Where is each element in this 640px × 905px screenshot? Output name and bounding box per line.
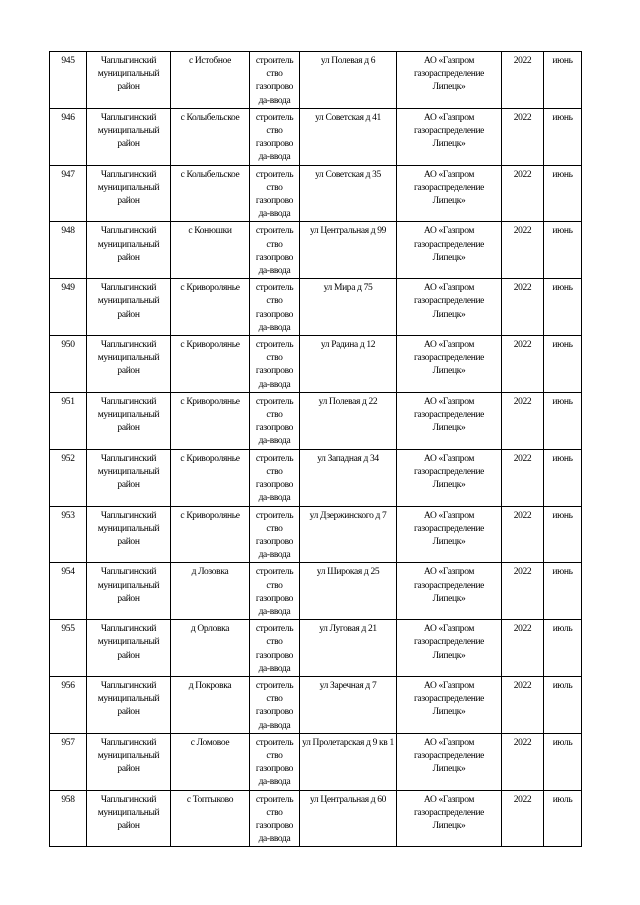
year-cell: 2022 <box>502 790 544 847</box>
address-cell: ул Советская д 41 <box>300 108 397 165</box>
year-cell: 2022 <box>502 336 544 393</box>
year-cell: 2022 <box>502 620 544 677</box>
organization-cell: АО «Газпром газораспределение Липецк» <box>397 620 502 677</box>
table-row <box>50 165 582 222</box>
row-number: 956 <box>50 676 87 733</box>
district-cell: Чаплыгинский муниципальный район <box>87 790 171 847</box>
organization-cell: АО «Газпром газораспределение Липецк» <box>397 52 502 109</box>
locality-cell: с Истобное <box>171 52 250 109</box>
locality-cell: с Ломовое <box>171 733 250 790</box>
year-cell: 2022 <box>502 108 544 165</box>
month-cell: июнь <box>544 279 582 336</box>
address-cell: ул Центральная д 60 <box>300 790 397 847</box>
district-cell: Чаплыгинский муниципальный район <box>87 108 171 165</box>
year-cell: 2022 <box>502 52 544 109</box>
district-cell: Чаплыгинский муниципальный район <box>87 563 171 620</box>
gas-connection-table <box>49 51 582 847</box>
district-cell: Чаплыгинский муниципальный район <box>87 449 171 506</box>
table-row <box>50 279 582 336</box>
row-number: 947 <box>50 165 87 222</box>
table-row <box>50 676 582 733</box>
organization-cell: АО «Газпром газораспределение Липецк» <box>397 449 502 506</box>
locality-cell: д Покровка <box>171 676 250 733</box>
month-cell: июнь <box>544 108 582 165</box>
month-cell: июнь <box>544 165 582 222</box>
month-cell: июль <box>544 733 582 790</box>
work-type-cell: строитель ство газопрово да-ввода <box>250 279 300 336</box>
month-cell: июль <box>544 790 582 847</box>
table-row <box>50 52 582 109</box>
address-cell: ул Мира д 75 <box>300 279 397 336</box>
year-cell: 2022 <box>502 222 544 279</box>
organization-cell: АО «Газпром газораспределение Липецк» <box>397 222 502 279</box>
table-row <box>50 449 582 506</box>
year-cell: 2022 <box>502 392 544 449</box>
address-cell: ул Западная д 34 <box>300 449 397 506</box>
address-cell: ул Пролетарская д 9 кв 1 <box>300 733 397 790</box>
month-cell: июль <box>544 620 582 677</box>
district-cell: Чаплыгинский муниципальный район <box>87 506 171 563</box>
month-cell: июнь <box>544 506 582 563</box>
district-cell: Чаплыгинский муниципальный район <box>87 279 171 336</box>
table-body <box>50 52 582 847</box>
organization-cell: АО «Газпром газораспределение Липецк» <box>397 506 502 563</box>
district-cell: Чаплыгинский муниципальный район <box>87 392 171 449</box>
year-cell: 2022 <box>502 733 544 790</box>
organization-cell: АО «Газпром газораспределение Липецк» <box>397 108 502 165</box>
locality-cell: с Топтыково <box>171 790 250 847</box>
row-number: 953 <box>50 506 87 563</box>
address-cell: ул Дзержинского д 7 <box>300 506 397 563</box>
district-cell: Чаплыгинский муниципальный район <box>87 165 171 222</box>
row-number: 957 <box>50 733 87 790</box>
district-cell: Чаплыгинский муниципальный район <box>87 676 171 733</box>
work-type-cell: строитель ство газопрово да-ввода <box>250 449 300 506</box>
district-cell: Чаплыгинский муниципальный район <box>87 620 171 677</box>
work-type-cell: строитель ство газопрово да-ввода <box>250 506 300 563</box>
year-cell: 2022 <box>502 506 544 563</box>
row-number: 951 <box>50 392 87 449</box>
month-cell: июль <box>544 676 582 733</box>
year-cell: 2022 <box>502 279 544 336</box>
month-cell: июнь <box>544 392 582 449</box>
locality-cell: с Колыбельское <box>171 108 250 165</box>
address-cell: ул Луговая д 21 <box>300 620 397 677</box>
district-cell: Чаплыгинский муниципальный район <box>87 336 171 393</box>
district-cell: Чаплыгинский муниципальный район <box>87 222 171 279</box>
row-number: 952 <box>50 449 87 506</box>
year-cell: 2022 <box>502 563 544 620</box>
address-cell: ул Широкая д 25 <box>300 563 397 620</box>
organization-cell: АО «Газпром газораспределение Липецк» <box>397 165 502 222</box>
locality-cell: с Конюшки <box>171 222 250 279</box>
locality-cell: с Криворолянье <box>171 392 250 449</box>
table-row <box>50 336 582 393</box>
month-cell: июнь <box>544 52 582 109</box>
locality-cell: д Орловка <box>171 620 250 677</box>
organization-cell: АО «Газпром газораспределение Липецк» <box>397 733 502 790</box>
year-cell: 2022 <box>502 676 544 733</box>
work-type-cell: строитель ство газопрово да-ввода <box>250 790 300 847</box>
work-type-cell: строитель ство газопрово да-ввода <box>250 52 300 109</box>
row-number: 950 <box>50 336 87 393</box>
address-cell: ул Радина д 12 <box>300 336 397 393</box>
year-cell: 2022 <box>502 449 544 506</box>
address-cell: ул Полевая д 6 <box>300 52 397 109</box>
address-cell: ул Советская д 35 <box>300 165 397 222</box>
district-cell: Чаплыгинский муниципальный район <box>87 733 171 790</box>
table-row <box>50 620 582 677</box>
locality-cell: с Криворолянье <box>171 279 250 336</box>
row-number: 946 <box>50 108 87 165</box>
district-cell: Чаплыгинский муниципальный район <box>87 52 171 109</box>
locality-cell: с Криворолянье <box>171 449 250 506</box>
work-type-cell: строитель ство газопрово да-ввода <box>250 336 300 393</box>
locality-cell: с Колыбельское <box>171 165 250 222</box>
table-row <box>50 563 582 620</box>
organization-cell: АО «Газпром газораспределение Липецк» <box>397 790 502 847</box>
row-number: 949 <box>50 279 87 336</box>
work-type-cell: строитель ство газопрово да-ввода <box>250 222 300 279</box>
organization-cell: АО «Газпром газораспределение Липецк» <box>397 392 502 449</box>
table-row <box>50 222 582 279</box>
work-type-cell: строитель ство газопрово да-ввода <box>250 733 300 790</box>
table-row <box>50 733 582 790</box>
row-number: 948 <box>50 222 87 279</box>
work-type-cell: строитель ство газопрово да-ввода <box>250 165 300 222</box>
organization-cell: АО «Газпром газораспределение Липецк» <box>397 336 502 393</box>
table-row <box>50 506 582 563</box>
locality-cell: с Криворолянье <box>171 336 250 393</box>
organization-cell: АО «Газпром газораспределение Липецк» <box>397 279 502 336</box>
address-cell: ул Полевая д 22 <box>300 392 397 449</box>
locality-cell: д Лозовка <box>171 563 250 620</box>
work-type-cell: строитель ство газопрово да-ввода <box>250 676 300 733</box>
work-type-cell: строитель ство газопрово да-ввода <box>250 563 300 620</box>
address-cell: ул Заречная д 7 <box>300 676 397 733</box>
row-number: 945 <box>50 52 87 109</box>
row-number: 954 <box>50 563 87 620</box>
work-type-cell: строитель ство газопрово да-ввода <box>250 620 300 677</box>
year-cell: 2022 <box>502 165 544 222</box>
month-cell: июнь <box>544 563 582 620</box>
work-type-cell: строитель ство газопрово да-ввода <box>250 108 300 165</box>
organization-cell: АО «Газпром газораспределение Липецк» <box>397 563 502 620</box>
row-number: 955 <box>50 620 87 677</box>
table-row <box>50 790 582 847</box>
table-row <box>50 108 582 165</box>
month-cell: июнь <box>544 449 582 506</box>
month-cell: июнь <box>544 222 582 279</box>
row-number: 958 <box>50 790 87 847</box>
table-row <box>50 392 582 449</box>
address-cell: ул Центральная д 99 <box>300 222 397 279</box>
work-type-cell: строитель ство газопрово да-ввода <box>250 392 300 449</box>
month-cell: июнь <box>544 336 582 393</box>
organization-cell: АО «Газпром газораспределение Липецк» <box>397 676 502 733</box>
locality-cell: с Криворолянье <box>171 506 250 563</box>
